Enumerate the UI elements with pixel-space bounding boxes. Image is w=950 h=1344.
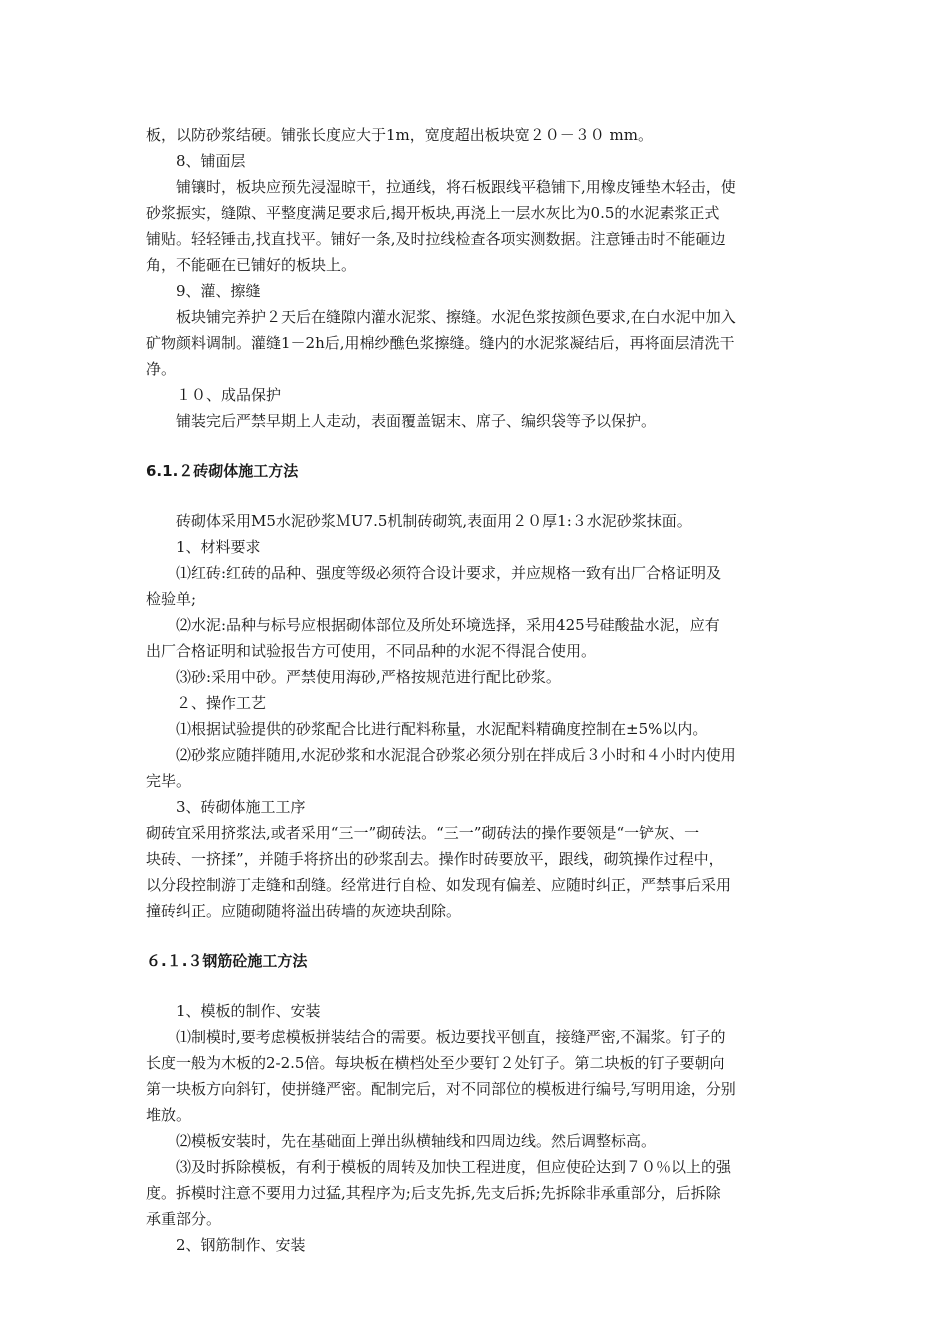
- text-line: ⑶砂:采用中砂。严禁使用海砂,严格按规范进行配比砂浆。: [176, 668, 561, 686]
- text-line: 检验单;: [146, 590, 197, 608]
- text-line: 度。拆模时注意不要用力过猛,其程序为;后支先拆,先支后拆;先拆除非承重部分，后拆除: [146, 1184, 721, 1202]
- text-line: 堆放。: [146, 1106, 192, 1124]
- text-line: 完毕。: [146, 772, 192, 790]
- text-line: ⑴根据试验提供的砂浆配合比进行配料称量，水泥配料精确度控制在±5%以内。: [176, 720, 708, 738]
- section-heading: ６.１.３钢筋砼施工方法: [146, 952, 308, 970]
- text-line: 块砖、一挤揉”，并随手将挤出的砂浆刮去。操作时砖要放平，跟线，砌筑操作过程中，: [146, 850, 724, 868]
- text-line: 长度一般为木板的2-2.5倍。每块板在横档处至少要钉２处钉子。第二块板的钉子要朝向: [146, 1054, 725, 1072]
- text-line: ⑴红砖:红砖的品种、强度等级必须符合设计要求，并应规格一致有出厂合格证明及: [176, 564, 722, 582]
- section-heading: 6.1.２砖砌体施工方法: [146, 462, 299, 480]
- text-line: 砖砌体采用M5水泥砂浆ＭU7.5机制砖砌筑,表面用２０厚1:３水泥砂浆抹面。: [176, 512, 692, 530]
- text-line: 9、灌、擦缝: [176, 282, 261, 300]
- text-line: 3、砖砌体施工工序: [176, 798, 306, 816]
- text-line: 撞砖纠正。应随砌随将溢出砖墙的灰迹块刮除。: [146, 902, 462, 920]
- text-line: 第一块板方向斜钉，使拼缝严密。配制完后，对不同部位的模板进行编号,写明用途，分别: [146, 1080, 736, 1098]
- text-line: ⑵水泥:品种与标号应根据砌体部位及所处环境选择，采用425号硅酸盐水泥，应有: [176, 616, 720, 634]
- text-line: 铺装完后严禁早期上人走动，表面覆盖锯末、席子、编织袋等予以保护。: [176, 412, 657, 430]
- text-line: 板，以防砂浆结硬。铺张长度应大于1m，宽度超出板块宽２０－３０ mm。: [146, 126, 653, 144]
- text-line: ⑵砂浆应随拌随用,水泥砂浆和水泥混合砂浆必须分别在拌成后３小时和４小时内使用: [176, 746, 736, 764]
- text-line: １０、成品保护: [176, 386, 282, 404]
- text-line: 以分段控制游丁走缝和刮缝。经常进行自检、如发现有偏差、应随时纠正，严禁事后采用: [146, 876, 732, 894]
- text-line: 1、模板的制作、安装: [176, 1002, 321, 1020]
- text-line: 铺贴。轻轻锤击,找直找平。铺好一条,及时拉线检查各项实测数据。注意锤击时不能砸边: [146, 230, 726, 248]
- text-line: 承重部分。: [146, 1210, 222, 1228]
- text-line: 板块铺完养护２天后在缝隙内灌水泥浆、擦缝。水泥色浆按颜色要求,在白水泥中加入: [176, 308, 736, 326]
- text-line: ⑶及时拆除模板，有利于模板的周转及加快工程进度，但应使砼达到７０％以上的强: [176, 1158, 732, 1176]
- text-line: 矿物颜料调制。灌缝1－2h后,用棉纱醮色浆擦缝。缝内的水泥浆凝结后，再将面层清洗干: [146, 334, 735, 352]
- text-line: 砌砖宜采用挤浆法,或者采用“三一”砌砖法。“三一”砌砖法的操作要领是“一铲灰、一: [146, 824, 700, 842]
- text-line: ⑴制模时,要考虑模板拼装结合的需要。板边要找平刨直，接缝严密,不漏浆。钉子的: [176, 1028, 726, 1046]
- text-line: 铺镶时，板块应预先浸湿晾干，拉通线，将石板跟线平稳铺下,用橡皮锤垫木轻击，使: [176, 178, 736, 196]
- text-line: 出厂合格证明和试验报告方可使用，不同品种的水泥不得混合使用。: [146, 642, 597, 660]
- text-line: 角，不能砸在已铺好的板块上。: [146, 256, 357, 274]
- text-line: 8、铺面层: [176, 152, 246, 170]
- text-line: 砂浆振实，缝隙、平整度满足要求后,揭开板块,再浇上一层水灰比为0.5的水泥素浆正式: [146, 204, 720, 222]
- text-line: 净。: [146, 360, 177, 378]
- text-line: 2、钢筋制作、安装: [176, 1236, 306, 1254]
- text-line: ⑵模板安装时，先在基础面上弹出纵横轴线和四周边线。然后调整标高。: [176, 1132, 657, 1150]
- text-line: 1、材料要求: [176, 538, 261, 556]
- text-line: ２、操作工艺: [176, 694, 267, 712]
